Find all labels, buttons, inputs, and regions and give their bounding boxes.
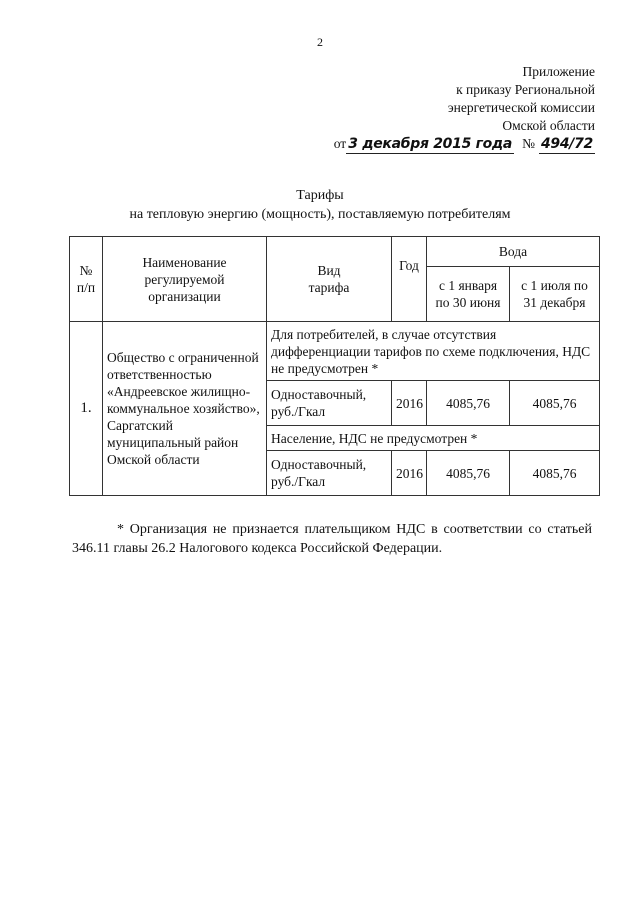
order-line — [334, 135, 595, 154]
header-period-2: с 1 июля по 31 декабря — [510, 267, 600, 322]
appendix-commission: энергетической комиссии — [447, 100, 595, 115]
appendix-header — [334, 63, 595, 154]
appendix-order-ref: к приказу Региональной — [456, 82, 595, 97]
tariff-type: Одноставочный, руб./Гкал — [267, 451, 392, 496]
table-row — [70, 322, 600, 381]
tariff-value-first-half: 4085,76 — [427, 451, 510, 496]
order-date: 3 декабря 2015 года — [348, 136, 513, 152]
title-main: Тарифы — [296, 188, 344, 203]
appendix-region: Омской области — [502, 118, 595, 133]
row-number: 1. — [70, 322, 103, 496]
consumer-category: Население, НДС не предусмотрен * — [267, 426, 600, 451]
header-num: № п/п — [70, 237, 103, 322]
tariff-value-first-half: 4085,76 — [427, 381, 510, 426]
consumer-category: Для потребителей, в случае отсутствия дифференциации тарифов по схеме подключения, НДС не предусмотрен * — [267, 322, 600, 381]
page-number: 2 — [317, 35, 323, 49]
order-number-label: № — [522, 136, 535, 151]
header-water: Вода — [427, 237, 600, 267]
header-year: Год — [392, 237, 427, 322]
tariff-year: 2016 — [392, 381, 427, 426]
header-organization: Наименование регулируемой организации — [103, 237, 267, 322]
order-number: 494/72 — [540, 136, 593, 152]
header-tariff-type: Вид тарифа — [267, 237, 392, 322]
organization-name: Общество с ограниченной ответственностью «Андреевское жилищно-коммунальное хозяйство», Саргатский муниципальный район Омской области — [103, 322, 267, 496]
tariff-table — [69, 236, 600, 496]
tariff-value-second-half: 4085,76 — [510, 451, 600, 496]
footnote: * Организация не признается плательщиком НДС в соответствии со статьей 346.11 главы 26.2 Налогового кодекса Российской Федерации. — [72, 522, 592, 556]
header-period-1: с 1 января по 30 июня — [427, 267, 510, 322]
tariff-year: 2016 — [392, 451, 427, 496]
tariff-value-second-half: 4085,76 — [510, 381, 600, 426]
title-subtitle: на тепловую энергию (мощность), поставляемую потребителям — [129, 207, 511, 222]
document-title — [0, 186, 640, 224]
appendix-title: Приложение — [522, 64, 595, 79]
order-prefix: от — [333, 136, 347, 151]
header-row-1 — [70, 237, 600, 267]
tariff-type: Одноставочный, руб./Гкал — [267, 381, 392, 426]
